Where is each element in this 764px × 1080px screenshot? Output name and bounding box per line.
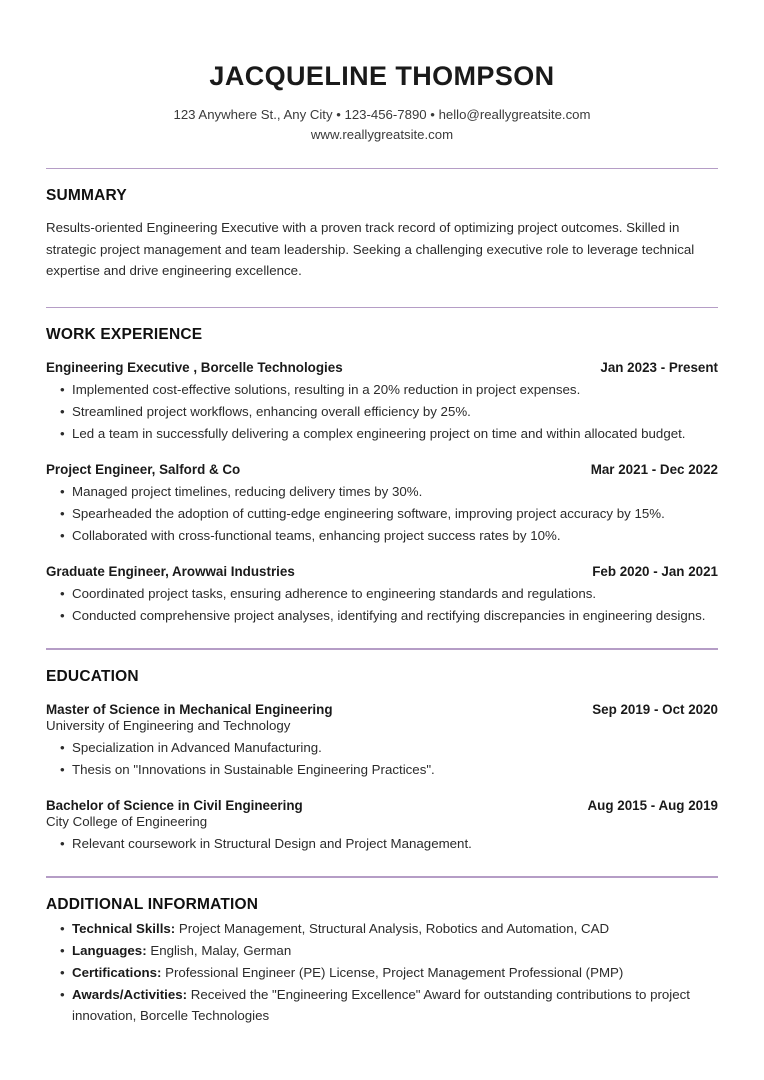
work-entry-header: [46, 564, 718, 579]
list-item: [46, 962, 718, 983]
item-value: Project Management, Structural Analysis, Robotics and Automation, CAD: [175, 920, 610, 936]
item-label: Technical Skills:: [72, 920, 176, 936]
section-additional-information: [46, 896, 718, 1026]
bullet-item: • Relevant coursework in Structural Design and Project Management.: [46, 833, 718, 854]
work-entry: [46, 360, 718, 444]
work-entry: [46, 564, 718, 626]
education-entry-institution: City College of Engineering: [46, 813, 208, 829]
summary-paragraph: Results-oriented Engineering Executive with a proven track record of optimizing project outcomes. Skilled in strategic project management and team leadership. Seeking a challenging executive role to leverage technical expertise and drive engineering excellence.: [46, 220, 695, 279]
bullet-item: • Thesis on "Innovations in Sustainable Engineering Practices".: [46, 759, 718, 780]
education-entry-date: Aug 2015 - Aug 2019: [587, 797, 718, 813]
work-entry-title: Project Engineer, Salford & Co: [46, 462, 241, 478]
contact-line-primary: 123 Anywhere St., Any City • 123-456-7890 • hello@reallygreatsite.com: [173, 106, 591, 122]
bullet-item: • Spearheaded the adoption of cutting-edge engineering software, improving project accuracy by 15%.: [46, 503, 718, 524]
section-title-work-experience: WORK EXPERIENCE: [46, 326, 203, 344]
item-value: Professional Engineer (PE) License, Project Management Professional (PMP): [161, 964, 624, 980]
education-entry-bullets: [46, 833, 718, 854]
bullet-item: • Conducted comprehensive project analyses, identifying and rectifying discrepancies in engineering designs.: [46, 605, 718, 626]
work-entry-date: Jan 2023 - Present: [600, 360, 718, 376]
education-entry: [46, 702, 718, 780]
contact-line-website: www.reallygreatsite.com: [310, 127, 454, 143]
item-label: Certifications:: [72, 964, 162, 980]
work-entry: [46, 462, 718, 546]
education-entry: [46, 798, 718, 854]
education-entry-bullets: [46, 737, 718, 780]
divider-above-additional-information: [46, 876, 718, 878]
item-value: English, Malay, German: [146, 942, 292, 958]
item-value: Received the "Engineering Excellence" Award for outstanding contributions to project innovation, Borcelle Technologies: [72, 986, 691, 1023]
list-item: [46, 940, 718, 961]
work-entry-header: [46, 360, 718, 375]
work-entry-bullets: [46, 379, 718, 444]
education-entry-degree: Master of Science in Mechanical Engineering: [46, 701, 333, 717]
section-education: [46, 668, 718, 854]
bullet-item: • Implemented cost-effective solutions, resulting in a 20% reduction in project expenses.: [46, 379, 718, 400]
section-work-experience: [46, 326, 718, 626]
work-entry-bullets: [46, 583, 718, 626]
resume-header: [46, 0, 718, 146]
section-summary: [46, 187, 718, 282]
list-item: [46, 984, 718, 1026]
bullet-item: • Managed project timelines, reducing delivery times by 30%.: [46, 481, 718, 502]
work-entry-date: Mar 2021 - Dec 2022: [590, 462, 718, 478]
section-title-education: EDUCATION: [46, 667, 139, 685]
work-entry-date: Feb 2020 - Jan 2021: [592, 564, 718, 580]
list-item: [46, 918, 718, 939]
work-entry-title: Graduate Engineer, Arowwai Industries: [46, 564, 295, 580]
section-title-additional-information: ADDITIONAL INFORMATION: [46, 895, 259, 913]
bullet-item: • Specialization in Advanced Manufacturing.: [46, 737, 718, 758]
divider-above-summary: [46, 168, 718, 170]
work-entry-header: [46, 462, 718, 477]
item-label: Languages:: [72, 942, 147, 958]
bullet-item: • Collaborated with cross-functional teams, enhancing project success rates by 10%.: [46, 525, 718, 546]
bullet-item: • Led a team in successfully delivering a complex engineering project on time and within allocated budget.: [46, 423, 718, 444]
item-label: Awards/Activities:: [72, 986, 188, 1002]
divider-above-education: [46, 648, 718, 650]
education-entry-degree: Bachelor of Science in Civil Engineering: [46, 797, 303, 813]
work-entry-title: Engineering Executive , Borcelle Technologies: [46, 360, 343, 376]
work-entry-bullets: [46, 481, 718, 546]
education-entry-header: [46, 702, 718, 717]
divider-above-work-experience: [46, 307, 718, 309]
section-title-summary: SUMMARY: [46, 187, 127, 205]
education-entry-institution: University of Engineering and Technology: [46, 717, 291, 733]
additional-information-list: [46, 918, 718, 1026]
candidate-name: JACQUELINE THOMPSON: [209, 61, 555, 91]
bullet-item: • Coordinated project tasks, ensuring adherence to engineering standards and regulations.: [46, 583, 718, 604]
education-entry-header: [46, 798, 718, 813]
education-entry-date: Sep 2019 - Oct 2020: [592, 701, 718, 717]
bullet-item: • Streamlined project workflows, enhancing overall efficiency by 25%.: [46, 401, 718, 422]
